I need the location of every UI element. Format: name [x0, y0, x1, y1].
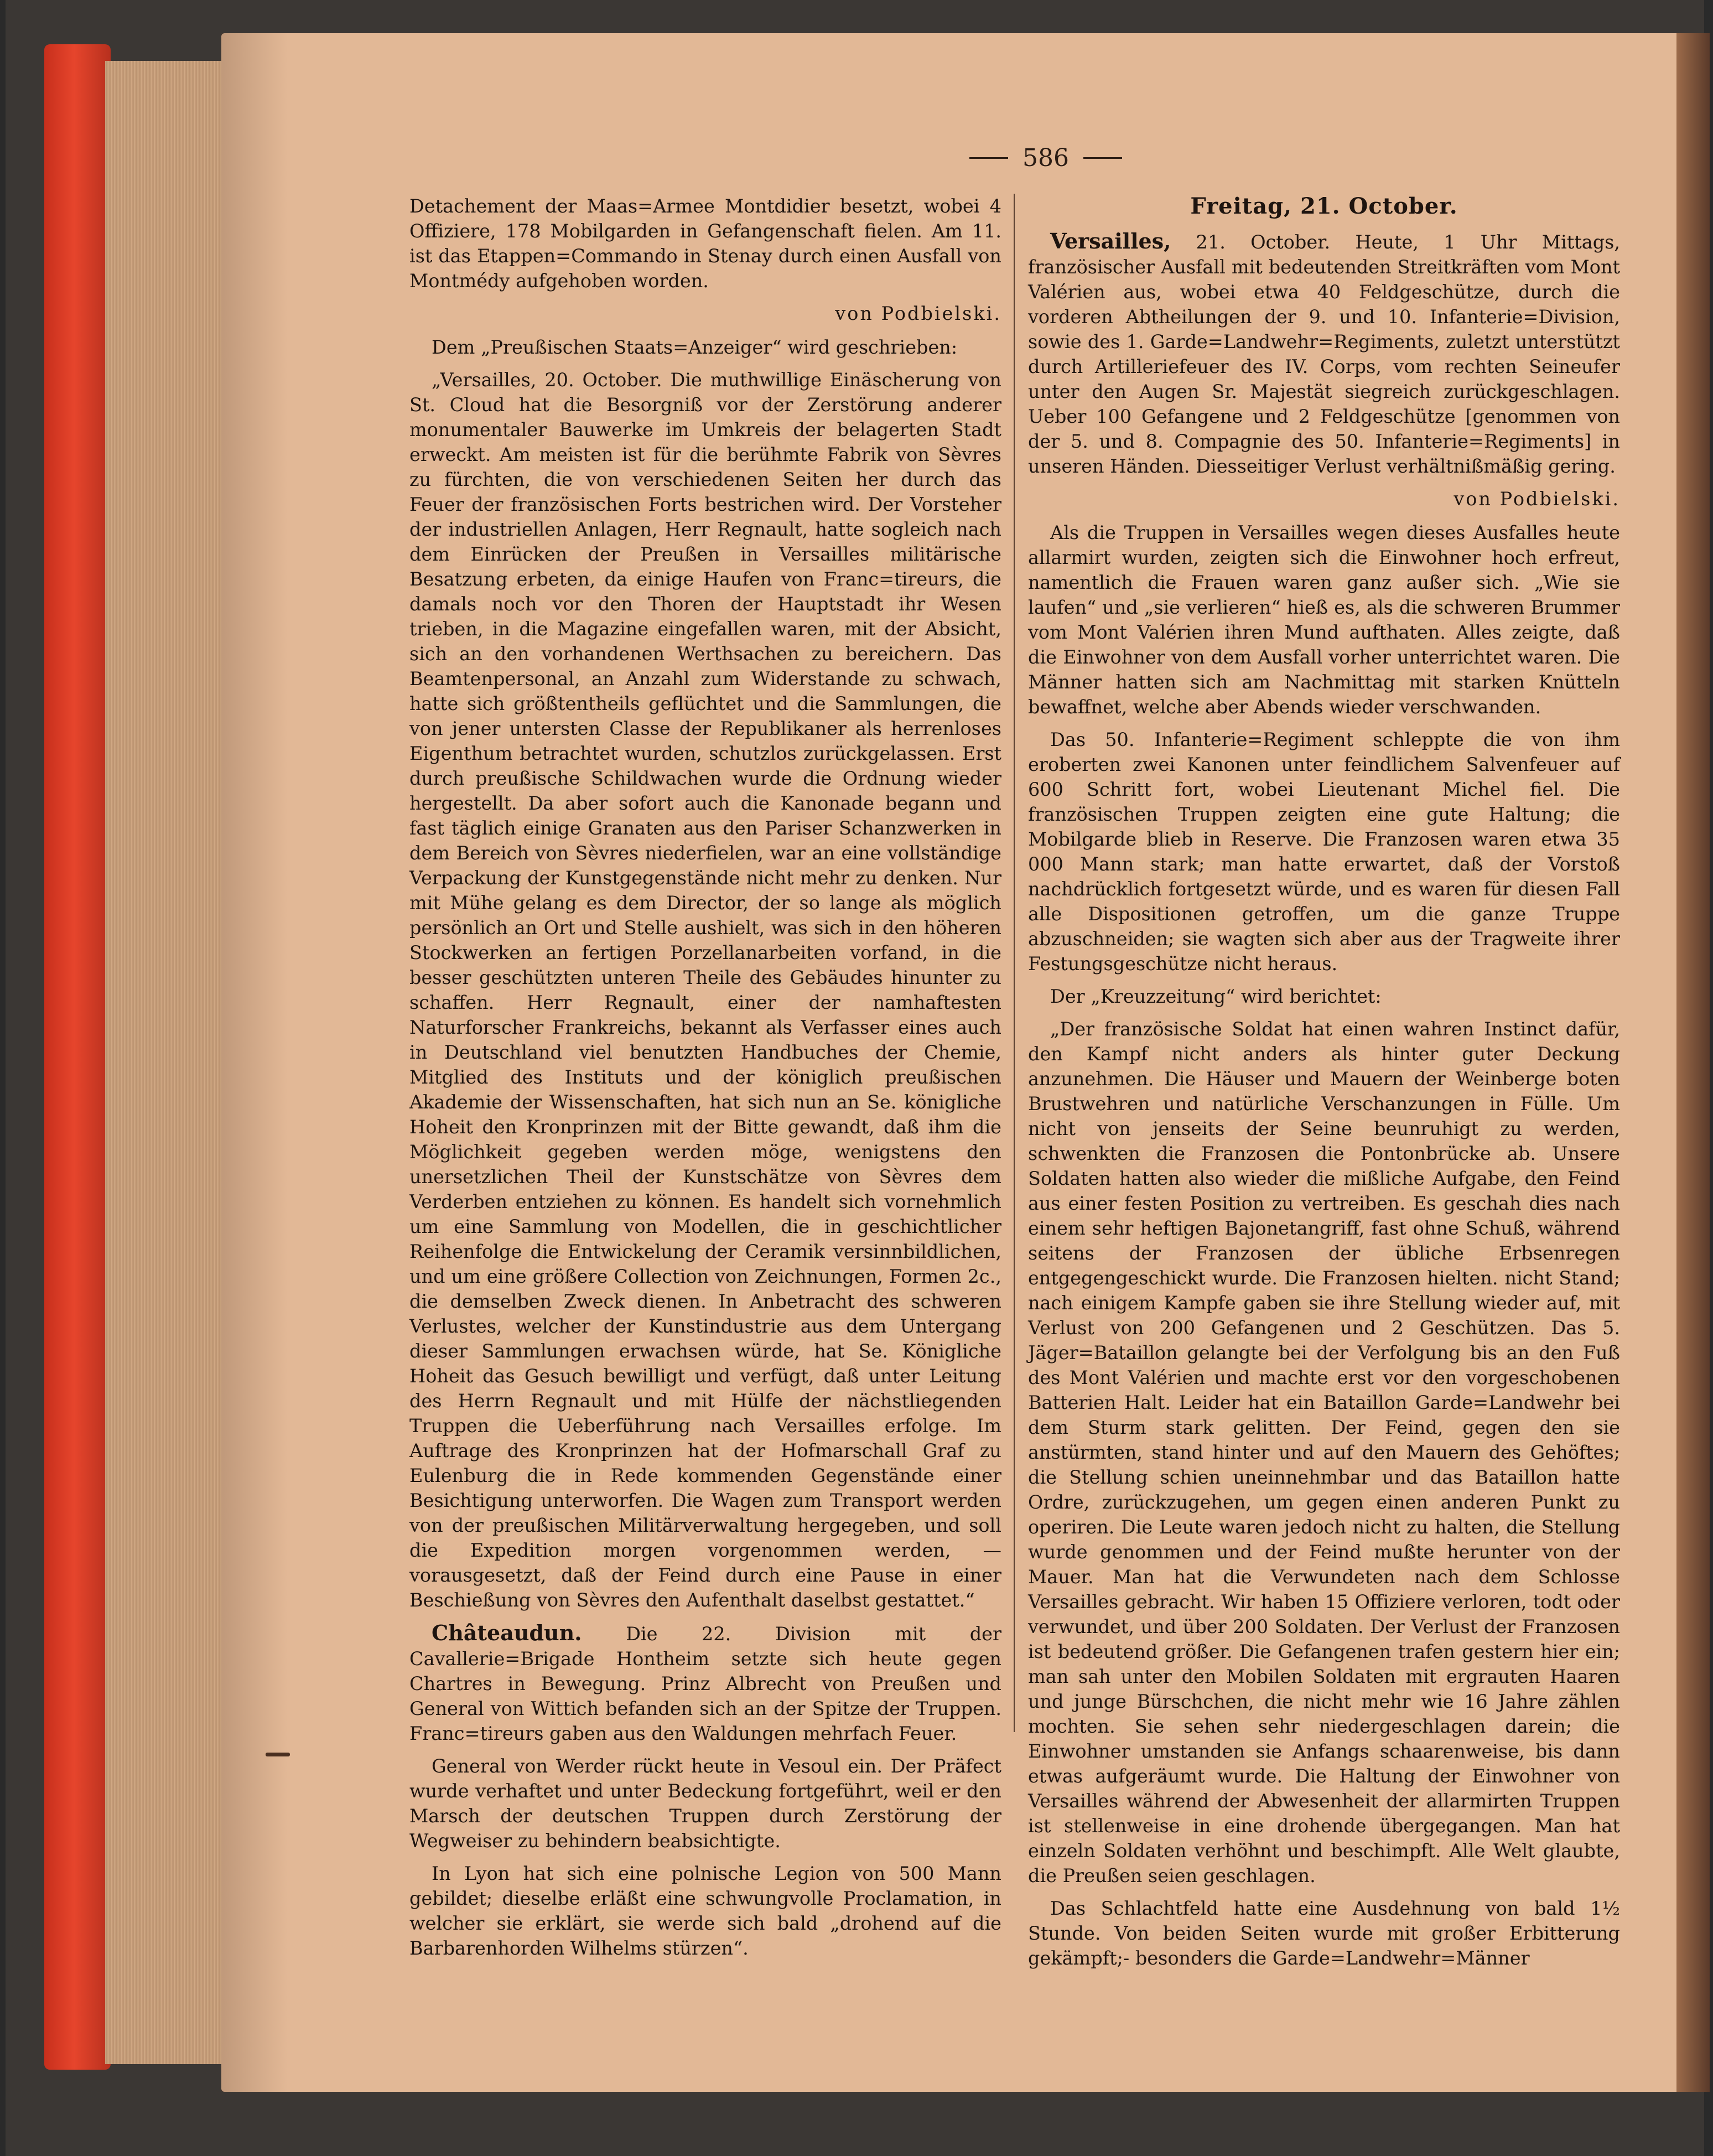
book-spine: [44, 44, 111, 2070]
paragraph: Dem „Preußischen Staats=Anzeiger“ wird geschrieben:: [432, 336, 958, 358]
header-rule-right: [1083, 157, 1122, 159]
paragraph: Der „Kreuzzeitung“ wird berichtet:: [1050, 986, 1382, 1007]
margin-mark: [266, 1753, 290, 1756]
page-edges: [105, 61, 232, 2064]
paragraph: „Versailles, 20. October. Die muthwillige Einäscherung von St. Cloud hat die Besorgniß vor der Zerstörung anderer monumentaler Bauwerke im Umkreis der belagerten Stadt erweckt. Am meisten ist für die berühmte Fabrik von Sèvres zu fürchten, die von verschiedenen Seiten her durch das Feuer der französischen Forts bestrichen wird. Der Vorsteher der industriellen Anlagen, Herr Regnault, hatte sogleich nach dem Einrücken der Preußen in Versailles militärische Besatzung erbeten, da einige Haufen von Franc=tireurs, die damals noch vor den Thoren der Hauptstadt ihr Wesen trieben, in die Magazine eingefallen waren, mit der Absicht, sich an den vorhandenen Werthsachen zu bereichern. Das Beamtenpersonal, an Anzahl zum Widerstande zu schwach, hatte sich größtentheils geflüchtet und die Sammlungen, die von jener untersten Classe der Republikaner als herrenloses Eigenthum betrachtet wurden, schutzlos zurückgelassen. Erst durch preußische Schildwachen wurde die Ordnung wieder hergestellt. Da aber sofort auch die Kanonade begann und fast täglich einige Granaten aus den Pariser Schanzwerken in dem Bereich von Sèvres niederfielen, war an eine vollständige Verpackung der Kunstgegenstände nicht mehr zu denken. Nur mit Mühe gelang es dem Director, der so lange als möglich persönlich an Ort und Stelle aushielt, was sich in den höheren Stockwerken an fertigen Porzellanarbeiten vorfand, in die besser geschützten unteren Theile des Gebäudes hinunter zu schaffen. Herr Regnault, einer der namhaftesten Naturforscher Frankreichs, bekannt als Verfasser eines auch in Deutschland viel benutzten Handbuches der Chemie, Mitglied des Instituts und der königlich preußischen Akademie der Wissenschaften, hat sich nun an Se. königliche Hoheit den Kronprinzen mit der Bitte gewandt, daß ihm die Möglichkeit gegeben werden möge, wenigstens den unersetzlichen Theil der Kunstschätze von Sèvres dem Verderben entziehen zu können. Es handelt sich vornehmlich um eine Sammlung von Modellen, die in geschichtlicher Reihenfolge die Entwickelung der Ceramik versinnbildlichen, und um eine größere Collection von Zeichnungen, Formen 2c., die demselben Zweck dienen. In Anbetracht des schweren Verlustes, welcher der Kunstindustrie aus dem Untergang dieser Sammlungen erwachsen würde, hat Se. Königliche Hoheit das Gesuch bewilligt und verfügt, daß unter Leitung des Herrn Regnault und mit Hülfe der nächstliegenden Truppen die Ueberführung nach Versailles erfolge. Im Auftrage des Kronprinzen hat der Hofmarschall Graf zu Eulenburg die in Rede kommenden Gegenstände einer Besichtigung unterworfen. Die Wagen zum Transport werden von der preußischen Militärverwaltung hergegeben, und soll die Expedition morgen vorgenommen werden, — vorausgesetzt, daß der Feind durch eine Pause in einer Beschießung von Sèvres den Aufenthalt daselbst gestattet.“: [409, 369, 1001, 1611]
paragraph-with-place: [1028, 229, 1620, 479]
paragraph: Das Schlachtfeld hatte eine Ausdehnung von bald 1½ Stunde. Von beiden Seiten wurde mit großer Erbitterung gekämpft;- besonders die Garde=Landwehr=Männer: [1028, 1898, 1620, 1969]
date-heading: Freitag, 21. October.: [1190, 193, 1458, 219]
signature: von Podbielski.: [835, 303, 1001, 324]
paragraph: General von Werder rückt heute in Vesoul ein. Der Präfect wurde verhaftet und unter Bedeckung fortgeführt, weil er den Marsch der deutschen Truppen durch Zerstörung der Wegweiser zu behindern beabsichtigte.: [409, 1755, 1001, 1852]
right-binding: [1676, 33, 1710, 2092]
place-heading: Versailles,: [1050, 229, 1171, 253]
left-column: [409, 194, 1001, 1968]
paragraph-text: 21. October. Heute, 1 Uhr Mittags, französischer Ausfall mit bedeutenden Streitkräften vom Mont Valérien aus, wobei etwa 40 Feldgeschütze, durch die vorderen Abtheilungen der 9. und 10. Infanterie=Division, sowie des 1. Garde=Landwehr=Regiments, zuletzt unterstützt durch Artilleriefeuer des IV. Corps, vom rechten Seineufer unter den Augen Sr. Majestät siegreich zurückgeschlagen. Ueber 100 Gefangene und 2 Feldgeschütze [genommen von der 5. und 8. Compagnie des 50. Infanterie=Regiments] in unseren Händen. Diesseitiger Verlust verhältnißmäßig gering.: [1028, 231, 1620, 477]
right-column: [1028, 194, 1620, 1978]
gutter-shadow: [221, 33, 288, 2092]
paragraph: In Lyon hat sich eine polnische Legion von 500 Mann gebildet; dieselbe erläßt eine schwungvolle Proclamation, in welcher sie erklärt, sie werde sich bald „drohend auf die Barbarenhorden Wilhelms stürzen“.: [409, 1863, 1001, 1959]
page-header: [930, 141, 1162, 174]
paragraph-with-place: [409, 1620, 1001, 1746]
paragraph: Als die Truppen in Versailles wegen dieses Ausfalles heute allarmirt wurden, zeigten sich die Einwohner hoch erfreut, namentlich die Frauen waren ganz außer sich. „Wie sie laufen“ und „sie verlieren“ hieß es, als die schweren Brummer vom Mont Valérien ihren Mund aufthaten. Alles zeigte, daß die Einwohner von dem Ausfall vorher unterrichtet waren. Die Männer hatten sich am Nachmittag mit starken Knütteln bewaffnet, welche aber Abends wieder verschwanden.: [1028, 522, 1620, 718]
page-number: 586: [1022, 143, 1069, 172]
paragraph: Detachement der Maas=Armee Montdidier besetzt, wobei 4 Offiziere, 178 Mobilgarden in Gefangenschaft fielen. Am 11. ist das Etappen=Commando in Stenay durch einen Ausfall von Montmédy aufgehoben worden.: [409, 195, 1001, 292]
place-heading: Châteaudun.: [432, 1620, 582, 1645]
paragraph: Das 50. Infanterie=Regiment schleppte die von ihm eroberten zwei Kanonen unter feindlichem Salvenfeuer auf 600 Schritt fort, wobei Lieutenant Michel fiel. Die französischen Truppen zeigten eine gute Haltung; die Mobilgarde blieb in Reserve. Die Franzosen waren etwa 35 000 Mann stark; man hatte erwartet, daß der Vorstoß nachdrücklich fortgesetzt würde, und es waren für diesen Fall alle Dispositionen getroffen, um die ganze Truppe abzuschneiden; sie wagten sich aber aus der Tragweite ihrer Festungsgeschütze nicht heraus.: [1028, 729, 1620, 975]
column-divider: [1014, 194, 1015, 1732]
signature: von Podbielski.: [1454, 488, 1620, 510]
paragraph: „Der französische Soldat hat einen wahren Instinct dafür, den Kampf nicht anders als hinter guter Deckung anzunehmen. Die Häuser und Mauern der Weinberge boten Brustwehren und natürliche Verschanzungen in Fülle. Um nicht von jenseits der Seine beunruhigt zu werden, schwenkten die Franzosen die Pontonbrücke ab. Unsere Soldaten hatten also wieder die mißliche Aufgabe, den Feind aus einer festen Position zu vertreiben. Es geschah dies nach einem sehr heftigen Bajonetangriff, fast ohne Schuß, während seitens der Franzosen der übliche Erbsenregen entgegengeschickt wurde. Die Franzosen hielten. nicht Stand; nach einigem Kampfe gaben sie ihre Stellung wieder auf, mit Verlust von 200 Gefangenen und 2 Geschützen. Das 5. Jäger=Bataillon gelangte bei der Verfolgung bis an den Fuß des Mont Valérien und machte erst vor den vorgeschobenen Batterien Halt. Leider hat ein Bataillon Garde=Landwehr bei dem Sturm stark gelitten. Der Feind, gegen den sie anstürmten, stand hinter und auf den Mauern des Gehöftes; die Stellung schien uneinnehmbar und das Bataillon hatte Ordre, zurückzugehen, um gegen einen anderen Punkt zu operiren. Die Leute waren jedoch nicht zu halten, die Stellung wurde genommen und der Feind mußte herunter von der Mauer. Man hat die Verwundeten nach dem Schlosse Versailles gebracht. Wir haben 15 Offiziere verloren, todt oder verwundet, und über 200 Soldaten. Der Verlust der Franzosen ist bedeutend größer. Die Gefangenen trafen gestern hier ein; man sah unter den Mobilen Soldaten mit ergrauten Haaren und junge Bürschchen, die nicht mehr wie 16 Jahre zählen mochten. Sie sehen sehr niedergeschlagen darein; die Einwohner umstanden sie Anfangs schaarenweise, bis dann etwas aufgeräumt wurde. Die Haltung der Einwohner von Versailles während der Abwesenheit der allarmirten Truppen ist stellenweise in eine drohende übergegangen. Man hat einzeln Soldaten verhöhnt und beschimpft. Alle Welt glaubte, die Preußen seien geschlagen.: [1028, 1018, 1620, 1886]
paragraph-text: Die 22. Division mit der Cavallerie=Brigade Hontheim setzte sich heute gegen Chartres in Bewegung. Prinz Albrecht von Preußen und General von Wittich befanden sich an der Spitze der Truppen. Franc=tireurs gaben aus den Waldungen mehrfach Feuer.: [409, 1623, 1001, 1744]
header-rule-left: [969, 157, 1008, 159]
